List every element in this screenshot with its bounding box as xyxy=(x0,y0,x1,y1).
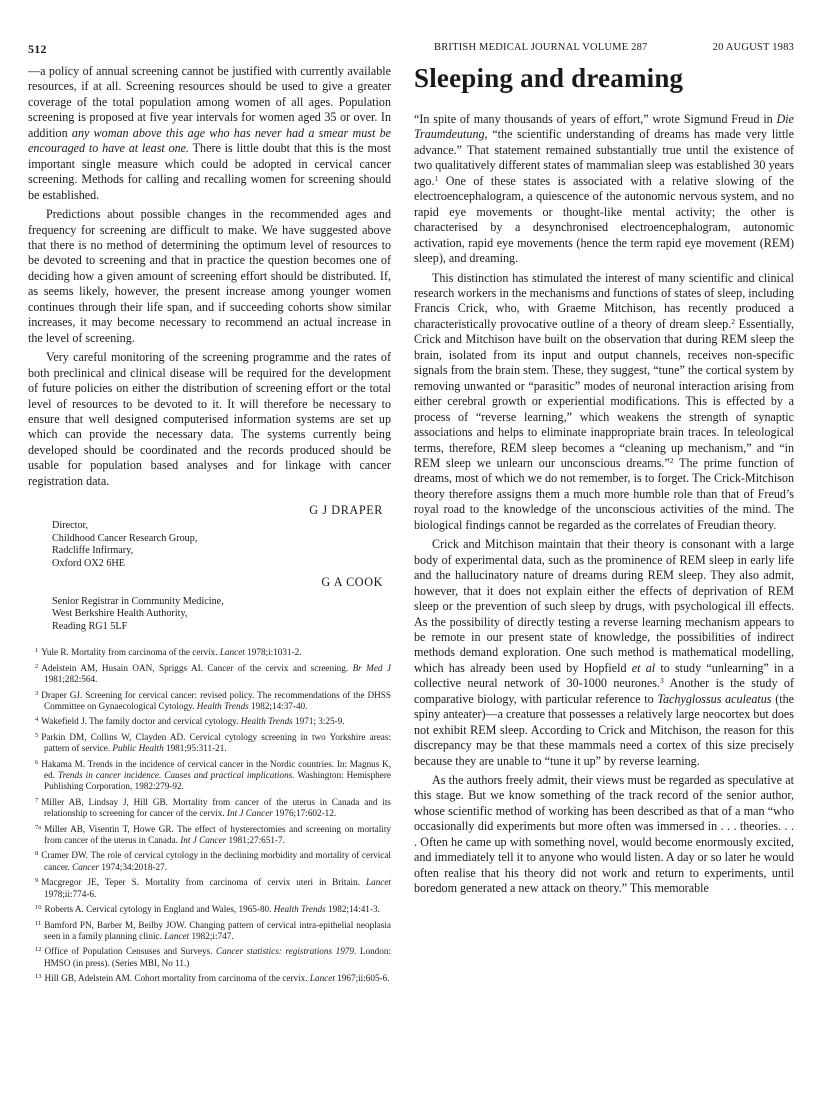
author-affiliation: Senior Registrar in Community Medicine, West Berkshire Health Authority, Reading RG1 5LF xyxy=(52,595,224,632)
reference-item: $^3$ Draper GJ. Screening for cervical cancer: revised policy. The recommendations of the DHSS Committee on Gynaecological Cytology. Health Trends 1982;14:37-40. xyxy=(35,689,391,712)
author-name: G J DRAPER xyxy=(309,503,383,518)
reference-item: $^6$ Hakama M. Trends in the incidence of cervical cancer in the Nordic countries. In: Magnus K, ed. Trends in cancer incidence. Causes and practical implications. Washington: Hemisphere Publishing Corporation, 1982:279-92. xyxy=(35,758,391,792)
left-column xyxy=(28,64,391,987)
page-header xyxy=(28,42,794,58)
reference-item: $^8$ Cramer DW. The role of cervical cytology in the declining morbidity and mortality of cervical cancer. Cancer 1974;34:2018-27. xyxy=(35,850,391,872)
screening-paragraph-3: Very careful monitoring of the screening programme and the rates of both preclinical and clinical disease will be required for the development of future policies on either the distribution of screening effort or the total level of resources to be devoted to it. It will therefore be necessary to ensure that well designed computerised information systems are set up which can provide the necessary data. The systems currently being developed should be coordinated and the records produced should be usable for population based analyses and for linkage with cancer registration data. xyxy=(28,350,391,488)
species-name: Tachyglossus aculeatus xyxy=(657,691,772,706)
right-column xyxy=(414,62,794,897)
citation-marker: 1 xyxy=(434,173,439,183)
article-paragraph-2: This distinction has stimulated the interest of many scientific and clinical research workers in the mechanisms and functions of states of sleep, including Francis Crick, who, with Graeme Mitchison, has recently produced a characteristically provocative outline of a theory of dream sleep.$^2$ Essentially, Crick and Mitchison have built on the observation that during REM sleep the brain, isolated from its input and output channels, receives non-specific signals from the brain stem. These, they suggest, “tune” the cortical system by removing unwanted or “parasitic” modes of neuronal interaction arising from either cerebral growth or experiential modifications. This is effected by a process of “reverse learning,” which weakens the strength of synaptic associations and helps to eliminate inappropriate brain traces. In teleological terms, therefore, REM sleep becomes a “cleaning up mechanism,” and “in REM sleep we unlearn our unconscious dreams.”$^2$ The prime function of dreams, most of which we do not remember, is to forget. The Crick-Mitchison theory therefore assigns them a much more humble role than that of Freud’s royal road to the knowledge of the unconscious activities of the mind. The biological findings cannot be regarded as the correlates of Freudian theory. xyxy=(414,270,794,532)
reference-item: $^4$ Wakefield J. The family doctor and cervical cytology. Health Trends 1971; 3:25-9. xyxy=(35,716,345,727)
reference-item: $^{7a}$ Miller AB, Visentin T, Howe GR. The effect of hysterectomies and screening on mortality from cancer of the uterus in Canada. Int J Cancer 1981;27:651-7. xyxy=(35,823,391,846)
page-number: 512 xyxy=(28,42,47,56)
issue-date: 20 AUGUST 1983 xyxy=(712,42,794,53)
screening-paragraph-1: —a policy of annual screening cannot be justified with currently available resources, if at all. Screening resources should be used to give a greater coverage of the total population among women of all ages. Population screening is proposed at five year intervals for women aged 35 or over. In addition any woman above this age who has never had a smear must be encouraged to have at least one. There is little doubt that this is the most important single measure which could be adopted in cervical cancer screening. Methods for calling and recalling women for screening should be established. xyxy=(28,64,391,202)
reference-item: $^{10}$ Roberts A. Cervical cytology in England and Wales, 1965-80. Health Trends 1982;14:41-3. xyxy=(35,904,380,915)
emphasis-text: any woman above this age who has never had a smear must be encouraged to have at least one. xyxy=(28,125,391,156)
book-title: Die Traumdeutung, xyxy=(414,112,794,142)
reference-item: $^{13}$ Hill GB, Adelstein AM. Cohort mortality from carcinoma of the cervix. Lancet 1967;ii:605-6. xyxy=(35,973,390,984)
reference-item: $^1$ Yule R. Mortality from carcinoma of the cervix. Lancet 1978;i:1031-2. xyxy=(35,647,302,658)
author-affiliation: Director, Childhood Cancer Research Group, Radcliffe Infirmary, Oxford OX2 6HE xyxy=(52,520,198,570)
reference-list xyxy=(28,645,391,984)
article-paragraph-4: As the authors freely admit, their views must be regarded as speculative at this stage. But we know something of the track record of the senior author, whose scientific method of working has been described as that of a man “who occasionally did experiments but more often was immersed in . . . theories. . . . Often he came up with something novel, would become enormously excited, and immediately tell it to anyone who would listen. A day or so later he would often realise that his theory did not work and return to experiments, until boredom generated a new attack on theory.” This memorable xyxy=(414,773,794,896)
reference-item: $^9$ Macgregor JE, Teper S. Mortality from carcinoma of cervix uteri in Britain. Lancet 1978;ii:774-6. xyxy=(35,877,391,899)
screening-paragraph-2: Predictions about possible changes in the recommended ages and frequency for screening are difficult to make. We have suggested above that there is no method of determining the optimum level of resources to be devoted to screening and that in practice the question becomes one of deciding how a given amount of screening effort should be distributed. If, as seems likely, however, the present increase among younger women continues through their life span, and if succeeding cohorts show similar increases, it may become necessary to recommend an actual increase in the level of screening. xyxy=(28,207,391,345)
article-paragraph-1: “In spite of many thousands of years of effort,” wrote Sigmund Freud in Die Traumdeutung, “the scientific understanding of dreams has made very little advance.” That statement remained substantially true until the existence of two qualitatively different states of mammalian sleep was established 30 years ago.$^1$ One of these states is associated with a relative slowing of the electroencephalogram, a quiescence of the autonomic nervous system, and no rapid eye movements or thought-like mental activity; the other is characterised by a desynchronised electroencephalogram, autonomic activation, rapid eye movements (hence the term rapid eye movement (REM) sleep), and dreaming. xyxy=(414,112,794,266)
citation-marker: 3 xyxy=(660,676,664,686)
citation-marker: 2 xyxy=(731,316,735,326)
reference-item: $^{11}$ Bamford PN, Barber M, Beilby JOW. Changing pattern of cervical intra-epithelial neoplasia seen in a family planning clinic. Lancet 1982;i:747. xyxy=(35,919,391,941)
reference-item: $^2$ Adelstein AM, Husain OAN, Spriggs AI. Cancer of the cervix and screening. Br Med J 1981;282:564. xyxy=(35,662,392,685)
reference-item: $^5$ Parkin DM, Collins W, Clayden AD. Cervical cytology screening in two Yorkshire areas: pattern of service. Public Health 1981;95:311-21. xyxy=(35,731,391,754)
article-title: Sleeping and dreaming xyxy=(414,63,684,93)
article-paragraph-3: Crick and Mitchison maintain that their theory is consonant with a large body of experimental data, such as the prominence of REM sleep in early life and the hallucinatory nature of dreams during REM sleep. They also admit, however, that it does not explain either the effects of deprivation of REM sleep or the prevention of such sleep by drugs, with psychological ill effects. As the possibility of directly testing a reverse learning mechanism appears to be remote in our present state of knowledge, the possibilities of indirect methods demand exploration. One such method is mathematical modelling, which has already been used by Hopfield et al to study “unlearning” in a collective neural network of 30-1000 neurones.$^3$ Another is the study of comparative biology, with particular reference to Tachyglossus aculeatus (the spiny anteater)—a creature that possesses a relatively large neocortex but does not exhibit REM sleep. According to Crick and Mitchison, the reason for this discrepancy may be that these mammals need a cortex of this size precisely because they are unable to “tune it up” by reverse learning. xyxy=(414,537,795,768)
reference-item: $^7$ Miller AB, Lindsay J, Hill GB. Mortality from cancer of the uterus in Canada and its relationship to screening for cancer of the cervix. Int J Cancer 1976;17:602-12. xyxy=(35,796,391,819)
journal-name: BRITISH MEDICAL JOURNAL VOLUME 287 xyxy=(434,42,648,53)
reference-item: $^{12}$ Office of Population Censuses and Surveys. Cancer statistics: registrations 1979. London: HMSO (in press). (Series MBI, No 11.) xyxy=(35,946,391,968)
citation-marker: 2 xyxy=(669,455,674,465)
author-name: G A COOK xyxy=(321,574,383,589)
